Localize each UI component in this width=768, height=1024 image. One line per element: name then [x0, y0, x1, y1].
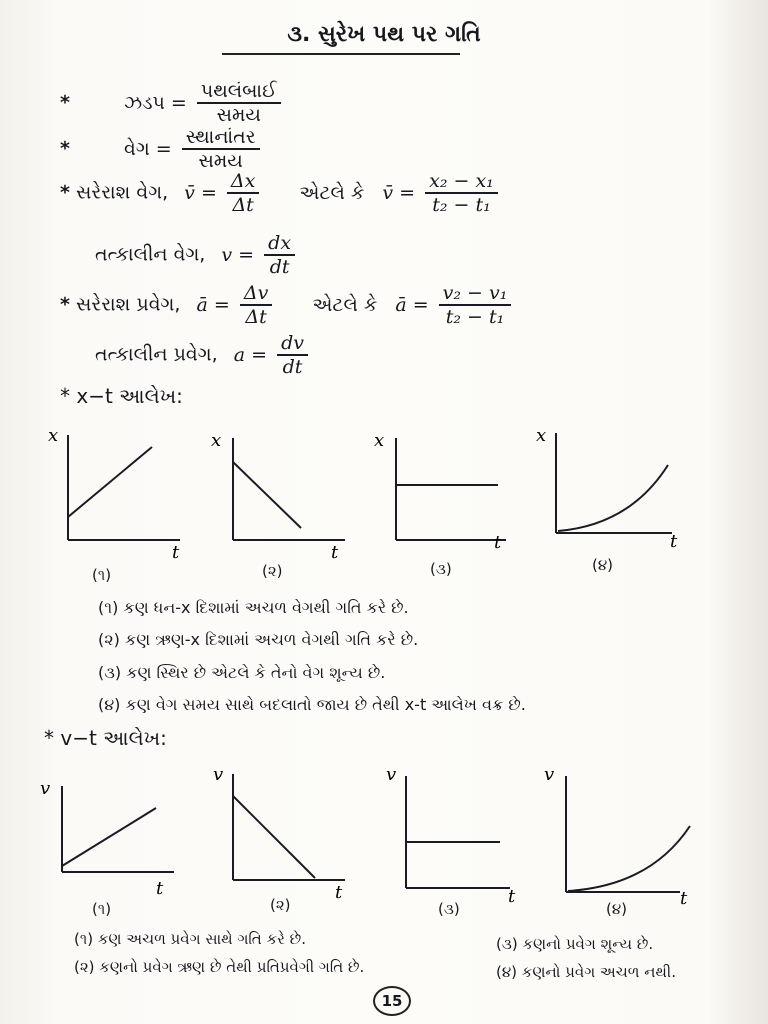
fraction-denominator: t₂ − t₁	[445, 306, 505, 328]
xt-caption-4: (૪)	[592, 556, 614, 574]
instantaneous-velocity-symbol: v =	[221, 243, 255, 266]
instantaneous-acceleration-fraction	[277, 332, 308, 378]
xt-graph-4	[530, 425, 690, 560]
fraction-numerator: x₂ − x₁	[425, 170, 498, 194]
xt-note-2: (૨) કણ ઋણ-x દિશામાં અચળ વેગથી ગતિ કરે છે.	[98, 630, 419, 649]
line-increasing	[62, 808, 156, 866]
xt-graph-1	[40, 425, 190, 565]
average-acceleration-symbol: ā =	[196, 293, 230, 316]
bullet-star: *	[60, 293, 70, 316]
vt-note-2: (૨) કણનો પ્રવેગ ઋણ છે તેથી પ્રતિપ્રવેગી ગતિ છે.	[74, 958, 365, 976]
instantaneous-acceleration-label: તત્કાલીન પ્રવેગ,	[95, 343, 218, 366]
xt-graphs-heading: * x−t આલેખ:	[60, 384, 183, 408]
vt-note-1: (૧) કણ અચળ પ્રવેગ સાથે ગતિ કરે છે.	[74, 930, 306, 948]
average-velocity-definition	[60, 170, 502, 216]
y-axis-label: x	[536, 425, 547, 446]
fraction-numerator: v₂ − v₁	[439, 282, 512, 306]
curve-increasing	[568, 826, 690, 891]
vt-caption-1: (૧)	[92, 900, 112, 918]
xt-note-4: (૪) કણ વેગ સમય સાથે બદલાતો જાય છે તેથી x-t આલેખ વક્ર છે.	[98, 695, 526, 714]
vt-graph-3	[380, 760, 530, 905]
average-velocity-symbol-2: v̄ =	[382, 181, 416, 204]
y-axis-label: x	[48, 425, 59, 446]
vt-graph-2	[205, 760, 355, 905]
line-decreasing	[233, 796, 315, 878]
y-axis-label: v	[544, 764, 555, 785]
x-axis-label: t	[494, 532, 502, 553]
fraction-denominator: Δt	[245, 306, 267, 328]
xt-graph-3	[368, 430, 518, 560]
xt-note-3: (૩) કણ સ્થિર છે એટલે કે તેનો વેગ શૂન્ય છે.	[98, 663, 386, 682]
instantaneous-acceleration-symbol: a =	[233, 343, 268, 366]
speed-numerator: પથલંબાઈ	[197, 80, 281, 104]
xt-graph-2	[205, 430, 355, 565]
that-is-label: એટલે કે	[312, 293, 378, 316]
fraction-denominator: t₂ − t₁	[432, 194, 491, 216]
line-increasing	[68, 447, 152, 517]
instantaneous-acceleration-definition	[95, 332, 312, 378]
vt-graph-4	[540, 762, 700, 907]
y-axis-label: v	[213, 764, 224, 785]
velocity-definition	[60, 126, 264, 172]
velocity-denominator: સમય	[198, 150, 243, 172]
average-acceleration-label: સરેરાશ પ્રવેગ,	[75, 293, 181, 316]
vt-graph-1	[36, 770, 186, 905]
that-is-label: એટલે કે	[299, 181, 365, 204]
fraction-denominator: Δt	[232, 194, 254, 216]
y-axis-label: v	[40, 778, 51, 799]
velocity-fraction	[182, 126, 260, 172]
xt-note-1: (૧) કણ ધન-x દિશામાં અચળ વેગથી ગતિ કરે છે.	[98, 598, 409, 617]
speed-fraction	[197, 80, 281, 126]
y-axis-label: v	[386, 764, 397, 785]
x-axis-label: t	[508, 886, 516, 905]
instantaneous-velocity-label: તત્કાલીન વેગ,	[95, 243, 206, 266]
x-axis-label: t	[335, 882, 343, 903]
average-velocity-symbol: v̄ =	[184, 181, 217, 204]
x-axis-label: t	[156, 878, 164, 899]
y-axis-label: x	[211, 430, 222, 451]
instantaneous-velocity-fraction	[264, 232, 295, 278]
velocity-label: વેગ =	[123, 137, 172, 160]
bullet-star: *	[60, 181, 70, 204]
average-velocity-label: સરેરાશ વેગ,	[75, 181, 169, 204]
xt-caption-3: (૩)	[430, 560, 452, 578]
instantaneous-velocity-definition	[95, 232, 299, 278]
average-acceleration-definition	[60, 282, 515, 328]
fraction-denominator: dt	[282, 356, 303, 378]
average-acceleration-fraction-2	[439, 282, 512, 328]
x-axis-label: t	[172, 542, 180, 563]
xt-caption-1: (૧)	[92, 566, 112, 584]
xt-caption-2: (૨)	[262, 562, 283, 580]
curve-increasing	[558, 465, 668, 531]
x-axis-label: t	[670, 531, 678, 552]
x-axis-label: t	[331, 542, 339, 563]
bullet-star: *	[60, 137, 70, 160]
speed-denominator: સમય	[216, 104, 261, 126]
speed-definition	[60, 80, 285, 126]
average-acceleration-fraction	[240, 282, 272, 328]
page-number: 15	[373, 986, 411, 1016]
fraction-denominator: dt	[269, 256, 290, 278]
vt-caption-3: (૩)	[438, 900, 460, 918]
title-underline	[222, 53, 460, 55]
bullet-star: *	[60, 91, 70, 114]
fraction-numerator: Δv	[240, 282, 272, 306]
page-title: ૩. સુરેખ પથ પર ગતિ	[287, 22, 481, 47]
average-velocity-fraction	[227, 170, 259, 216]
velocity-numerator: સ્થાનાંતર	[182, 126, 260, 150]
fraction-numerator: dx	[264, 232, 295, 256]
x-axis-label: t	[680, 888, 688, 907]
fraction-numerator: dv	[277, 332, 308, 356]
vt-caption-4: (૪)	[606, 900, 628, 918]
vt-caption-2: (૨)	[270, 896, 291, 914]
y-axis-label: x	[374, 430, 385, 451]
average-acceleration-symbol-2: ā =	[395, 293, 429, 316]
fraction-numerator: Δx	[227, 170, 259, 194]
line-decreasing	[233, 462, 301, 528]
speed-label: ઝડપ =	[123, 91, 187, 114]
average-velocity-fraction-2	[425, 170, 498, 216]
vt-note-3: (૩) કણનો પ્રવેગ શૂન્ય છે.	[496, 935, 654, 953]
vt-note-4: (૪) કણનો પ્રવેગ અચળ નથી.	[496, 963, 676, 981]
vt-graphs-heading: * v−t આલેખ:	[44, 726, 167, 750]
